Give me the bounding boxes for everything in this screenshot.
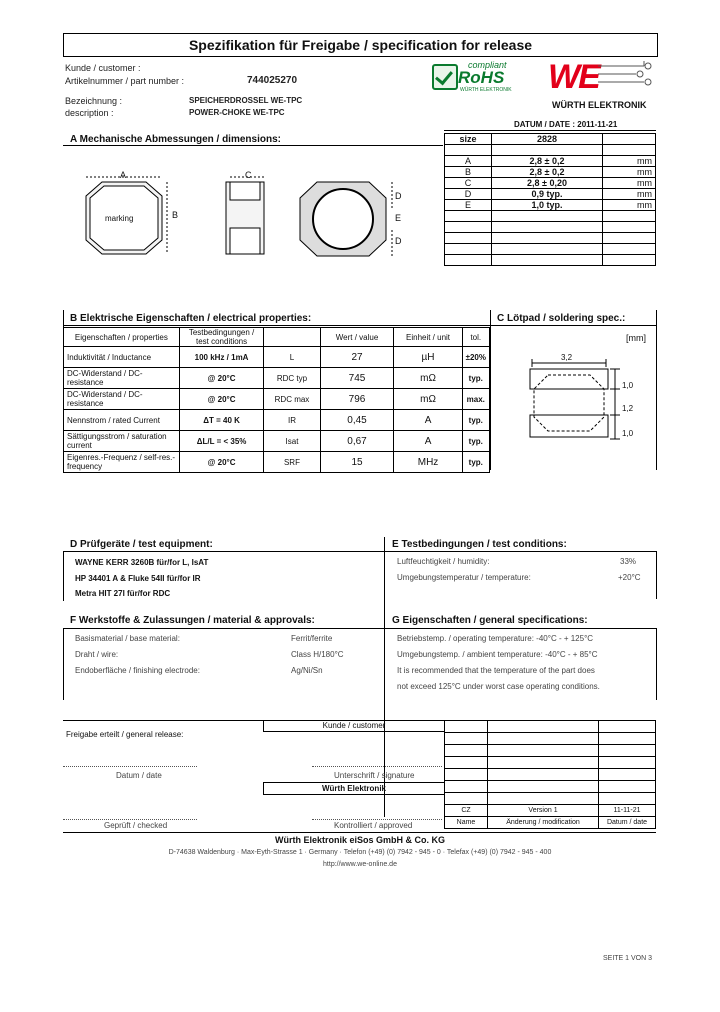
- spec-line: not exceed 125°C under worst case operating conditions.: [397, 682, 600, 691]
- draw-label-d1: D: [395, 191, 402, 201]
- section-a-head: A Mechanische Abmessungen / dimensions:: [70, 134, 281, 145]
- table-row: C 2,8 ± 0,20 mm: [445, 178, 656, 189]
- spec-line: Betriebstemp. / operating temperature: -40°C - + 125°C: [397, 634, 594, 643]
- test-cond-label: Luftfeuchtigkeit / humidity:: [397, 557, 490, 566]
- table-row: DC-Widerstand / DC-resistance @ 20°C RDC typ 745 mΩ typ.: [64, 368, 490, 389]
- test-cond-label: Umgebungstemperatur / temperature:: [397, 573, 531, 582]
- marking-label: marking: [105, 214, 134, 223]
- pad-dim-h2: 1,2: [622, 404, 634, 413]
- spec-line: It is recommended that the temperature of the part does: [397, 666, 595, 675]
- date-label: DATUM / DATE : 2011-11-21: [514, 120, 618, 129]
- description-value: POWER-CHOKE WE-TPC: [189, 108, 285, 117]
- circuit-icon: [598, 60, 654, 90]
- kunde-label: Kunde / customer :: [65, 63, 141, 73]
- section-c-head: C Lötpad / soldering spec.:: [497, 313, 626, 324]
- page-title: Spezifikation für Freigabe / specification for release: [63, 33, 658, 57]
- bezeichnung-value: SPEICHERDROSSEL WE-TPC: [189, 96, 303, 105]
- check-icon: [432, 64, 458, 90]
- pad-unit: [mm]: [626, 333, 646, 343]
- section-g-head: G Eigenschaften / general specifications:: [392, 615, 588, 626]
- rohs-sub: WÜRTH ELEKTRONIK: [460, 87, 512, 93]
- datum-label: Datum / date: [116, 771, 162, 780]
- table-row: Eigenres.-Frequenz / self-res.-frequency @ 20°C SRF 15 MHz typ.: [64, 452, 490, 473]
- table-row: Nennstrom / rated Current ΔT = 40 K IR 0,45 A typ.: [64, 410, 490, 431]
- description-label: description :: [65, 108, 114, 118]
- section-d-head: D Prüfgeräte / test equipment:: [70, 539, 213, 550]
- size-label: size: [445, 134, 492, 145]
- pad-dim-h3: 1,0: [622, 429, 634, 438]
- geprueft-label: Geprüft / checked: [104, 821, 168, 830]
- dimension-table: [444, 133, 656, 266]
- draw-label-a: A: [120, 170, 127, 180]
- spec-line: Umgebungstemp. / ambient temperature: -40°C - + 85°C: [397, 650, 598, 659]
- artikel-value: 744025270: [247, 75, 298, 86]
- material-label: Basismaterial / base material:: [75, 634, 180, 643]
- artikel-label: Artikelnummer / part number :: [65, 76, 185, 86]
- revision-table: [444, 720, 656, 829]
- pad-dim-h1: 1,0: [622, 381, 634, 390]
- equipment-item: Metra HIT 27I für/for RDC: [75, 589, 171, 598]
- material-label: Draht / wire:: [75, 650, 119, 659]
- table-row: E 1,0 typ. mm: [445, 200, 656, 211]
- table-row: A 2,8 ± 0,2 mm: [445, 156, 656, 167]
- wurth-box: Würth Elektronik: [263, 782, 445, 795]
- footer-company: Würth Elektronik eiSos GmbH & Co. KG: [274, 835, 445, 845]
- equipment-item: HP 34401 A & Fluke 54II für/for IR: [75, 574, 201, 583]
- draw-label-e: E: [395, 213, 402, 223]
- kontrolliert-label: Kontrolliert / approved: [334, 821, 413, 830]
- equipment-item: WAYNE KERR 3260B für/for L, IsAT: [75, 558, 209, 567]
- table-row: Name Änderung / modification Datum / date: [445, 817, 656, 829]
- draw-label-d2: D: [395, 236, 402, 246]
- table-row: D 0,9 typ. mm: [445, 189, 656, 200]
- material-label: Endoberfläche / finishing electrode:: [75, 666, 200, 675]
- section-e-head: E Testbedingungen / test conditions:: [392, 539, 567, 550]
- section-f-head: F Werkstoffe & Zulassungen / material & approvals:: [70, 615, 315, 626]
- test-cond-value: 33%: [620, 557, 637, 566]
- section-b-head: B Elektrische Eigenschaften / electrical properties:: [70, 313, 312, 324]
- electrical-table: Eigenschaften / properties Testbedingungen / test conditions Wert / value Einheit / unit tol. Induktivität / Inductance 100 kHz / 1mA L 27 µH ±20% DC-Widerstand / DC-resistance @ 20°C RDC typ 745 mΩ typ. DC-Widerstand / DC-resistance @ 20°C RDC max 796 mΩ max. Nennstrom / rated Current ΔT = 40 K IR 0,45 A typ. Sättigungsstrom / saturation current ΔL/L = < 35% Isat 0,67 A typ. Eigenres.-Frequenz / self-res.-frequency @ 20°C SRF 15 MHz typ.: [63, 327, 490, 473]
- table-row: CZ Version 1 11-11-21: [445, 805, 656, 817]
- test-cond-value: +20°C: [618, 573, 641, 582]
- compliant-text: compliant: [468, 60, 507, 70]
- material-value: Class H/180°C: [291, 650, 344, 659]
- company-logo: [430, 60, 656, 112]
- we-logo-text: WE: [548, 58, 599, 96]
- draw-label-c: C: [245, 170, 252, 180]
- material-value: Ferrit/ferrite: [291, 634, 333, 643]
- table-row: DC-Widerstand / DC-resistance @ 20°C RDC max 796 mΩ max.: [64, 389, 490, 410]
- material-value: Ag/Ni/Sn: [291, 666, 323, 675]
- freigabe-label: Freigabe erteilt / general release:: [66, 730, 184, 739]
- kunde-box: Kunde / customer: [263, 720, 445, 732]
- company-name: WÜRTH ELEKTRONIK: [552, 100, 647, 110]
- pad-dim-w: 3,2: [561, 353, 573, 362]
- dimension-drawing: [70, 168, 415, 280]
- size-value: 2828: [492, 134, 603, 145]
- page-number: SEITE 1 VON 3: [603, 955, 653, 962]
- draw-label-b: B: [172, 210, 179, 220]
- table-row: Induktivität / Inductance 100 kHz / 1mA L 27 µH ±20%: [64, 347, 490, 368]
- rohs-text: RoHS: [458, 68, 505, 87]
- unterschrift-label: Unterschrift / signature: [334, 771, 415, 780]
- bezeichnung-label: Bezeichnung :: [65, 96, 123, 106]
- footer-address: D-74638 Waldenburg · Max-Eyth-Strasse 1 · Germany · Telefon (+49) (0) 7942 - 945 - 0 · Telefax (+49) (0) 7942 - 945 - 400: [168, 849, 552, 856]
- table-row: Sättigungsstrom / saturation current ΔL/L = < 35% Isat 0,67 A typ.: [64, 431, 490, 452]
- table-row: B 2,8 ± 0,2 mm: [445, 167, 656, 178]
- footer-url[interactable]: http://www.we-online.de: [323, 861, 397, 868]
